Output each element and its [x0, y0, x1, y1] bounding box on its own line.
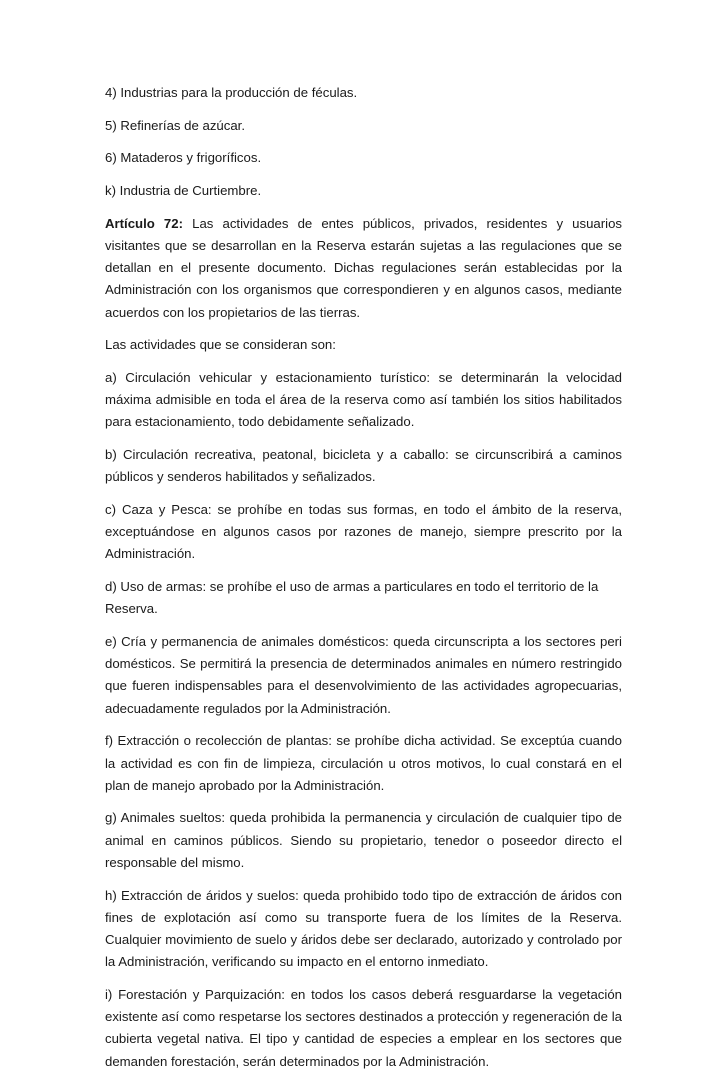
activity-item-d: d) Uso de armas: se prohíbe el uso de armas a particulares en todo el territorio de la Reserva. — [105, 579, 599, 617]
activity-item-e: e) Cría y permanencia de animales domésticos: queda circunscripta a los sectores peri domésticos. Se permitirá la presencia de determinados animales en número restringido que fueren indispensables para el desenvolvimiento de las actividades agropecuarias, adecuadamente regulados por la Administración. — [105, 634, 622, 716]
list-item-refinerias: 5) Refinerías de azúcar. — [105, 117, 246, 133]
activity-item-b: b) Circulación recreativa, peatonal, bicicleta y a caballo: se circunscribirá a caminos públicos y senderos habilitados y señalizados. — [105, 447, 622, 485]
document-page — [105, 82, 622, 1083]
article-72-heading: Artículo 72: — [105, 215, 183, 231]
activity-item-i: i) Forestación y Parquización: en todos los casos deberá resguardarse la vegetación existente así como respetarse los sectores destinados a protección y regeneración de la cubierta vegetal nativa. El tipo y cantidad de especies a emplear en los sectores que demanden forestación, serán determinados por la Administración. — [105, 986, 622, 1069]
activity-item-c: c) Caza y Pesca: se prohíbe en todas sus formas, en todo el ámbito de la reserva, exceptuándose en algunos casos por razones de manejo, siempre prescrito por la Administración. — [105, 502, 622, 562]
list-item-mataderos: 6) Mataderos y frigoríficos. — [105, 150, 262, 166]
article-72-text: Las actividades de entes públicos, privados, residentes y usuarios visitantes que se desarrollan en la Reserva estarán sujetas a las regulaciones que se detallan en el presente documento. Dichas regulaciones serán establecidas por la Administración con los organismos que correspondieren y en algunos casos, mediante acuerdos con los propietarios de las tierras. — [105, 215, 623, 320]
activity-item-h: h) Extracción de áridos y suelos: queda prohibido todo tipo de extracción de áridos con fines de explotación así como su transporte fuera de los límites de la Reserva. Cualquier movimiento de suelo y áridos debe ser declarado, autorizado y controlado por la Administración, verificando su impacto en el entorno inmediato. — [105, 887, 622, 970]
list-item-curtiembre: k) Industria de Curtiembre. — [105, 183, 262, 199]
activity-item-f: f) Extracción o recolección de plantas: se prohíbe dicha actividad. Se exceptúa cuando la actividad es con fin de limpieza, circulación u otros motivos, lo cual constará en el plan de manejo aprobado por la Administración. — [105, 733, 622, 793]
activity-item-g: g) Animales sueltos: queda prohibida la permanencia y circulación de cualquier tipo de animal en caminos públicos. Siendo su propietario, tenedor o poseedor directo el responsable del mismo. — [105, 810, 622, 870]
activity-item-a: a) Circulación vehicular y estacionamiento turístico: se determinarán la velocidad máxima admisible en toda el área de la reserva como así también los sitios habilitados para estacionamiento, todo debidamente señalizado. — [105, 370, 622, 430]
list-item-feculas: 4) Industrias para la producción de féculas. — [105, 85, 358, 100]
activities-intro: Las actividades que se consideran son: — [105, 337, 336, 353]
article-72-paragraph — [105, 213, 622, 324]
